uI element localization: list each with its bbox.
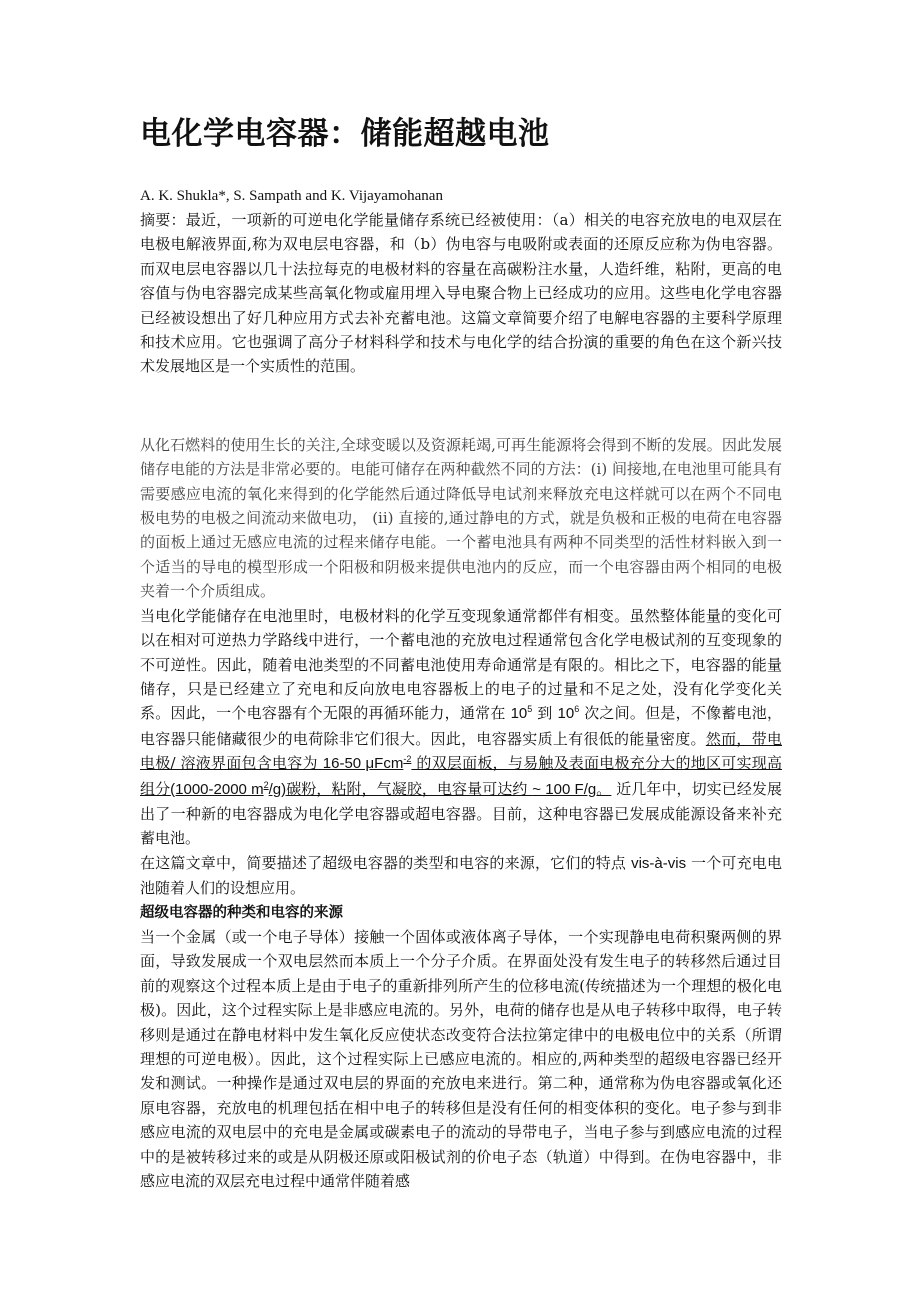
para2-text-d: 近几年中，切实已经发展出了一种新的电容器成为电化学电容器或超电容器。目前，这种电容器已发展成能源设备来补充蓄电池。: [140, 779, 782, 848]
cycle-high-exp: 6: [574, 704, 580, 715]
paragraph-article-scope: [140, 851, 782, 901]
surface-area-exp: 2: [263, 779, 269, 790]
capacitance-exp: -2: [403, 754, 412, 765]
intro-paragraph: 从化石燃料的使用生长的关注,全球变暖以及资源耗竭,可再生能源将会得到不断的发展。因此发展储存电能的方法是非常必要的。电能可储存在两种截然不同的方法：(i) 间接地,在电池里可能具有需要感应电流的氧化来得到的化学能然后通过降低导电试剂来释放充电这样就可以在两个不同电极电势的电极之间流动来做电功， (ii) 直接的,通过静电的方式，就是负极和正极的电荷在电容器的面板上通过无感应电流的过程来储存电能。一个蓄电池具有两种不同类型的活性材料嵌入到一个适当的导电的模型形成一个阳极和阴极来提供电池内的反应，而一个电容器由两个相同的电极夹着一个介质组成。: [140, 435, 782, 601]
body-paragraph: 当一个金属（或一个电子导体）接触一个固体或液体离子导体，一个实现静电电荷积聚两侧的界面，导致发展成一个双电层然而本质上一个分子介质。在界面处没有发生电子的转移然后通过目前的观察这个过程本质上是由于电子的重新排列所产生的位移电流(传统描述为一个理想的极化电极)。因此，这个过程实际上是非感应电流的。另外，电荷的储存也是从电子转移中取得，电子转移则是通过在静电材料中发生氧化反应使状态改变符合法拉第定律中的电极电位中的关系（所谓理想的可逆电极）。因此，这个过程实际上已感应电流的。相应的,两种类型的超级电容器已经开发和测试。一种操作是通过双电层的界面的充放电来进行。第二种，通常称为伪电容器或氧化还原电容器，充放电的机理包括在相中电子的转移但是没有任何的相变体积的变化。电子参与到非感应电流的双电层中的充电是金属或碳素电子的流动的导带电子，当电子参与到感应电流的过程中的是被转移过来的或是从阴极还原或阳极试剂的价电子态（轨道）中得到。在伪电容器中，非感应电流的双层充电过程中通常伴随着感: [140, 927, 782, 1191]
underlined-text-2: 的双层面板，与易触及表面电极充分大的地区可实现高组分: [140, 754, 782, 798]
para2-text-c: 次之间。但是，不像蓄电池，电容器只能储藏很少的电荷除非它们很大。因此，电容器实质上有很低的能量密度。: [140, 704, 782, 748]
capacity-value: ~ 100 F/g。: [532, 780, 612, 798]
underlined-text-1: 然而，带电电极/ 溶液界面包含电容为: [140, 729, 782, 773]
section-heading: 超级电容器的种类和电容的来源: [140, 904, 343, 921]
surface-area-unit: /g): [268, 780, 287, 798]
paragraph-capacitor-comparison: [140, 604, 782, 851]
cycle-low: 10: [510, 705, 528, 723]
cycle-high: 10: [557, 705, 575, 723]
para2-text-a: 当电化学能储存在电池里时，电极材料的化学互变现象通常都伴有相变。虽然整体能量的变化可以在相对可逆热力学路线中进行，一个蓄电池的充放电过程通常包含化学电极试剂的互变现象的不可逆性。因此，随着电池类型的不同蓄电池使用寿命通常是有限的。相比之下，电容器的能量储存，只是已经建立了充电和反向放电电容器板上的电子的过量和不足之处，没有化学变化关系。因此，一个电容器有个无限的再循环能力，通常在: [140, 606, 782, 723]
surface-area-value: (1000-2000 m: [170, 780, 264, 798]
para3-text-c: 一个可充电电池随着人们的设想应用。: [140, 853, 782, 898]
para3-text-a: 在这篇文章中，简要描述了超级电容器的类型和电容的来源，它们的特点: [140, 853, 632, 872]
para2-text-b: 到: [532, 704, 558, 723]
vis-a-vis-term: vis-à-vis: [631, 854, 687, 872]
cycle-low-exp: 5: [527, 704, 533, 715]
author-line: A. K. Shukla*, S. Sampath and K. Vijayamohanan: [140, 188, 443, 204]
document-page: [140, 112, 782, 1193]
underlined-text-3: 碳粉，粘附，气凝胶，电容量可达约: [286, 779, 533, 798]
page-title: 电化学电容器：储能超越电池: [140, 116, 550, 152]
abstract-paragraph: 摘要：最近，一项新的可逆电化学能量储存系统已经被使用：（a）相关的电容充放电的电双层在电极电解液界面,称为双电层电容器，和（b）伪电容与电吸附或表面的还原反应称为伪电容器。而双电层电容器以几十法拉每克的电极材料的容量在高碳粉注水量，人造纤维，粘附，更高的电容值与伪电容器完成某些高氧化物或雇用埋入导电聚合物上已经成功的应用。这些电化学电容器已经被设想出了好几种应用方式去补充蓄电池。这篇文章简要介绍了电解电容器的主要科学原理和技术应用。它也强调了高分子材料科学和技术与电化学的结合扮演的重要的角色在这个新兴技术发展地区是一个实质性的范围。: [140, 211, 782, 376]
capacitance-value: 16-50 μFcm: [322, 755, 404, 773]
